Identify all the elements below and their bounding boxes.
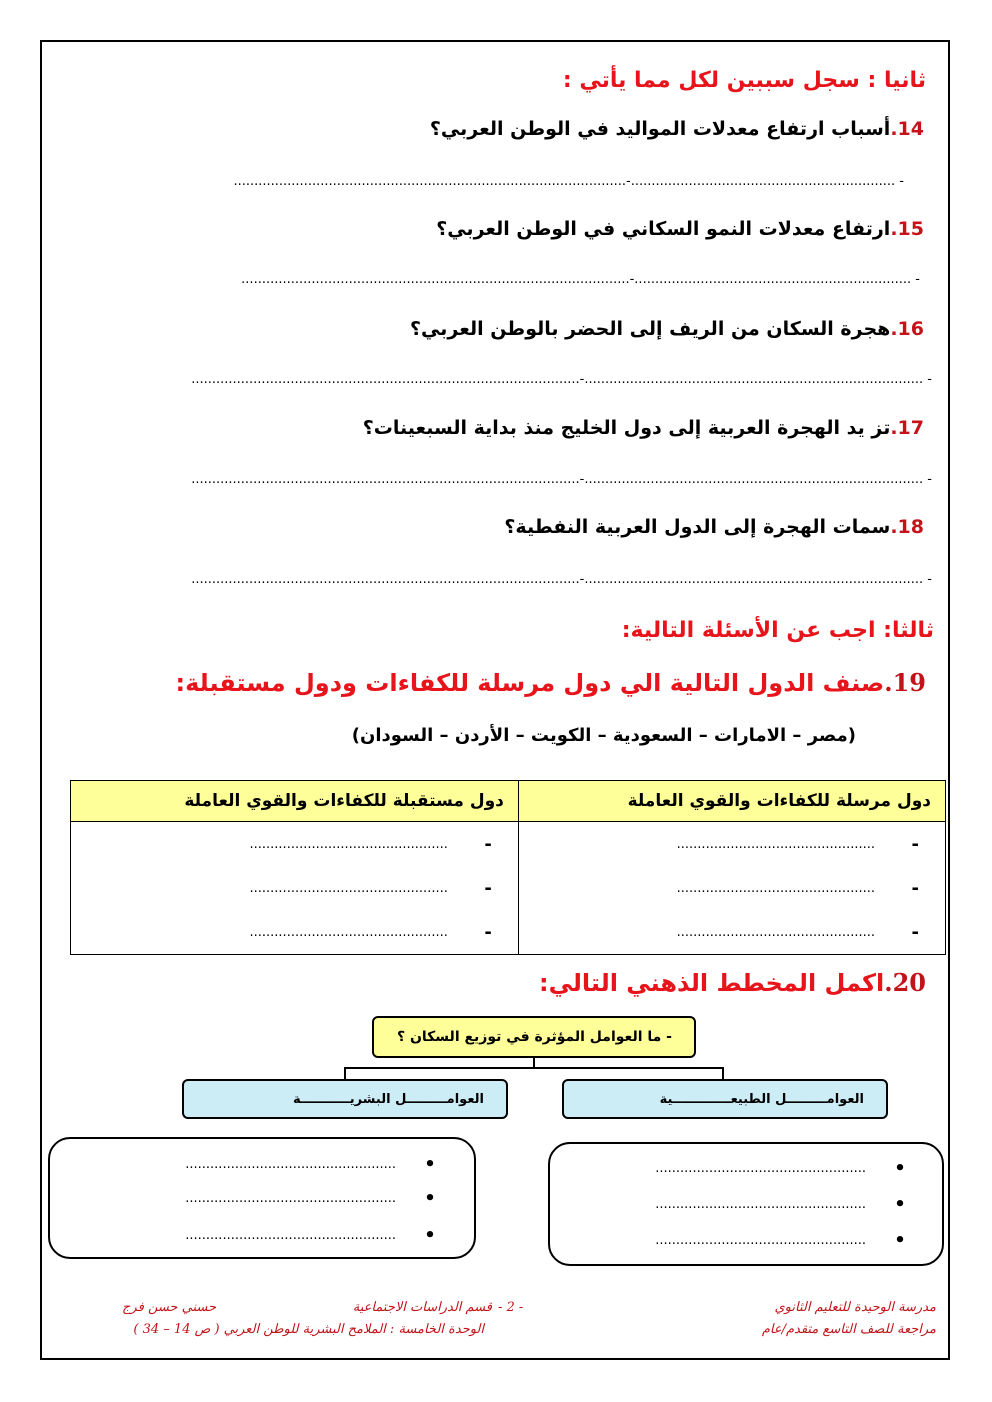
question-text: سمات الهجرة إلى الدول العربية النفطية؟ [504, 516, 891, 538]
question-text: أسباب ارتفاع معدلات المواليد في الوطن العربي؟ [429, 118, 891, 140]
bullet-icon: • [894, 1230, 906, 1251]
sending-countries-cell[interactable] [518, 822, 945, 955]
answer-row[interactable] [519, 822, 945, 866]
answer-dots: ................................................... [185, 1157, 396, 1172]
question-14 [430, 118, 924, 140]
bullet-icon: • [424, 1225, 436, 1246]
list-item[interactable] [655, 1230, 910, 1251]
question-text: تز يد الهجرة العربية إلى دول الخليج منذ بداية السبعينات؟ [362, 417, 891, 439]
unit-title: الوحدة الخامسة : الملامح البشرية للوطن العربي ( ص 14 – 34 ) [133, 1322, 484, 1337]
answer-dots: ................................................ [676, 880, 875, 896]
answer-dots: ................................................... [185, 1191, 396, 1206]
question-17 [363, 417, 924, 439]
answer-dots: ................................................... [655, 1161, 866, 1176]
bullet-icon: • [894, 1194, 906, 1215]
country-list: (مصر – الامارات – السعودية – الكويت – الأردن – السودان) [351, 725, 856, 746]
question-18 [504, 516, 924, 538]
list-item[interactable] [185, 1154, 440, 1175]
question-number: 16. [890, 318, 924, 340]
question-text: هجرة السكان من الريف إلى الحضر بالوطن العربي؟ [410, 318, 891, 340]
question-text: صنف الدول التالية الي دول مرسلة للكفاءات ودول مستقبلة: [175, 669, 885, 697]
list-item[interactable] [655, 1194, 910, 1215]
dash-marker: - [911, 877, 919, 899]
question-number: 17. [890, 417, 924, 439]
answer-line-18[interactable]: - ..................................................................................-.............................................................................................. [191, 572, 932, 587]
answer-row[interactable] [519, 910, 945, 954]
school-name: مدرسة الوحيدة للتعليم الثانوي [774, 1300, 936, 1315]
bullet-icon: • [424, 1154, 436, 1175]
question-text: ارتفاع معدلات النمو السكاني في الوطن العربي؟ [436, 218, 891, 240]
dash-marker: - [484, 833, 492, 855]
header-sending-countries: دول مرسلة للكفاءات والقوي العاملة [518, 781, 945, 822]
question-16 [410, 318, 924, 340]
natural-factors-box: العوامـــــــــل الطبيعـــــــــــــية [562, 1079, 888, 1119]
section2-heading: ثانيا : سجل سببين لكل مما يأتي : [562, 68, 926, 93]
answer-line-15[interactable]: - ...................................................................-.............................................................................................. [241, 272, 920, 287]
answer-line-17[interactable]: - ..................................................................................-.............................................................................................. [191, 472, 932, 487]
dash-marker: - [484, 877, 492, 899]
answer-dots: ................................................... [655, 1197, 866, 1212]
answer-dots: ................................................ [676, 836, 875, 852]
answer-line-14[interactable]: - ................................................................-............................................................................................... [233, 174, 904, 189]
header-receiving-countries: دول مستقبلة للكفاءات والقوي العاملة [71, 781, 519, 822]
question-number: 20. [884, 968, 926, 997]
human-factors-box: العوامـــــــــل البشريـــــــــــة [182, 1079, 508, 1119]
dash-marker: - [484, 921, 492, 943]
question-number: 14. [890, 118, 924, 140]
question-number: 15. [890, 218, 924, 240]
classification-table [70, 780, 946, 955]
question-15 [436, 218, 924, 240]
department-name: قسم الدراسات الاجتماعية [352, 1300, 492, 1315]
answer-dots: ................................................... [655, 1233, 866, 1248]
answer-dots: ................................................ [249, 924, 448, 940]
question-number: 18. [890, 516, 924, 538]
answer-row[interactable] [71, 822, 518, 866]
mindmap-root: - ما العوامل المؤثرة في توزيع السكان ؟ [372, 1016, 696, 1058]
list-item[interactable] [185, 1188, 440, 1209]
review-label: مراجعة للصف التاسع متقدم/عام [761, 1322, 936, 1337]
dash-marker: - [911, 921, 919, 943]
bullet-icon: • [894, 1158, 906, 1179]
receiving-countries-cell[interactable] [71, 822, 519, 955]
dash-marker: - [911, 833, 919, 855]
teacher-name: حسني حسن فرج [122, 1300, 216, 1315]
question-19 [176, 668, 927, 697]
answer-dots: ................................................... [185, 1228, 396, 1243]
page-number: - 2 - [498, 1300, 524, 1315]
answer-row[interactable] [519, 866, 945, 910]
question-number: 19. [884, 668, 926, 697]
answer-dots: ................................................ [676, 924, 875, 940]
connector-line [344, 1067, 724, 1069]
answer-line-16[interactable]: - ..................................................................................-.............................................................................................. [191, 372, 932, 387]
answer-row[interactable] [71, 866, 518, 910]
list-item[interactable] [655, 1158, 910, 1179]
bullet-icon: • [424, 1188, 436, 1209]
list-item[interactable] [185, 1225, 440, 1246]
answer-dots: ................................................ [249, 880, 448, 896]
question-text: اكمل المخطط الذهني التالي: [539, 969, 885, 997]
answer-row[interactable] [71, 910, 518, 954]
section3-heading: ثالثا: اجب عن الأسئلة التالية: [621, 618, 934, 643]
question-20 [539, 968, 926, 997]
answer-dots: ................................................ [249, 836, 448, 852]
